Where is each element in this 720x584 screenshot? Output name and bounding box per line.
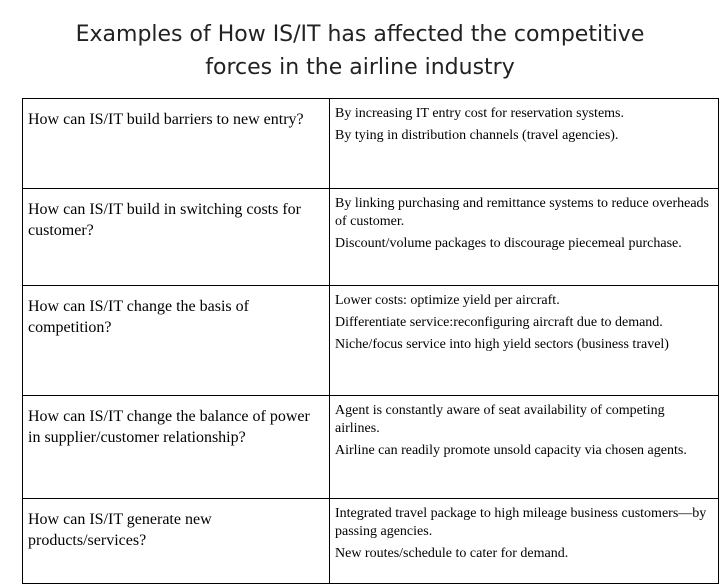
table-row [23,396,719,499]
slide-title-line-1: Examples of How IS/IT has affected the competitive [75,22,645,47]
question-cell: How can IS/IT change the basis of competition? [23,286,330,396]
question-cell: How can IS/IT build barriers to new entry? [23,99,330,189]
answer-line: New routes/schedule to cater for demand. [335,546,569,561]
answer-line: Integrated travel package to high mileage business customers—by passing agencies. [335,506,707,539]
answer-line: Niche/focus service into high yield sectors (business travel) [335,337,669,352]
answer-line: Agent is constantly aware of seat availability of competing airlines. [335,403,665,436]
answer-cell [330,499,719,584]
answer-cell [330,99,719,189]
answer-line: By tying in distribution channels (travel agencies). [335,128,619,143]
question-cell: How can IS/IT change the balance of power in supplier/customer relationship? [23,396,330,499]
answer-line: By increasing IT entry cost for reservation systems. [335,106,625,121]
slide-title-line-2: forces in the airline industry [205,55,515,80]
answer-line: Lower costs: optimize yield per aircraft. [335,293,560,308]
question-cell: How can IS/IT generate new products/services? [23,499,330,584]
table-row [23,189,719,286]
table-row [23,499,719,584]
answer-line: By linking purchasing and remittance systems to reduce overheads of customer. [335,196,710,229]
competitive-forces-table [22,98,719,584]
answer-cell [330,396,719,499]
table-row [23,286,719,396]
question-cell: How can IS/IT build in switching costs for customer? [23,189,330,286]
answer-cell [330,189,719,286]
answer-line: Airline can readily promote unsold capacity via chosen agents. [335,443,687,458]
answer-line: Differentiate service:reconfiguring aircraft due to demand. [335,315,663,330]
slide-title [0,18,720,84]
table-row [23,99,719,189]
answer-line: Discount/volume packages to discourage piecemeal purchase. [335,236,682,251]
answer-cell [330,286,719,396]
